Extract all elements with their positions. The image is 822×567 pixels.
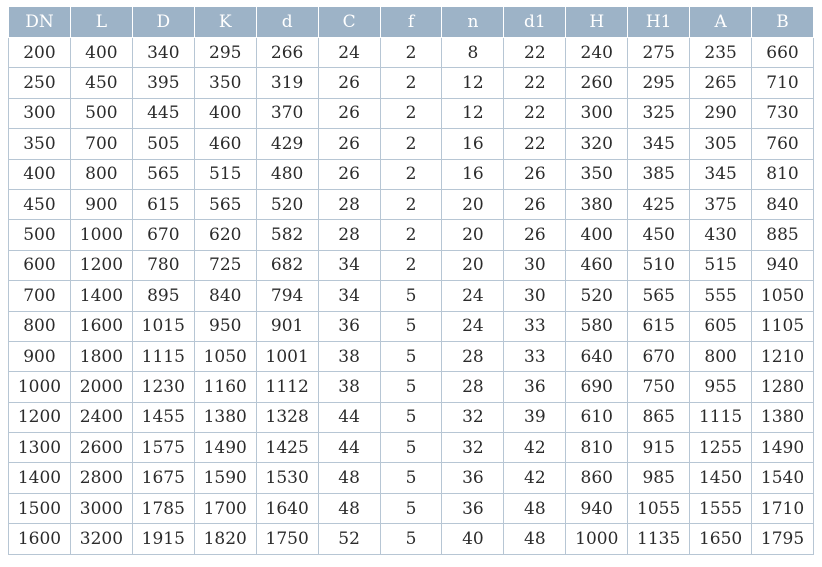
table-cell: 1820: [194, 524, 256, 554]
table-cell: 16: [442, 159, 504, 189]
table-cell: 750: [628, 372, 690, 402]
table-cell: 1135: [628, 524, 690, 554]
table-row: [9, 311, 814, 341]
table-cell: 1055: [628, 493, 690, 523]
table-cell: 32: [442, 402, 504, 432]
table-cell: 480: [256, 159, 318, 189]
table-cell: 5: [380, 524, 442, 554]
table-cell: 16: [442, 129, 504, 159]
table-row: [9, 38, 814, 68]
table-cell: 700: [9, 281, 71, 311]
table-cell: 1200: [9, 402, 71, 432]
table-cell: 26: [318, 159, 380, 189]
table-cell: 725: [194, 250, 256, 280]
table-cell: 1380: [752, 402, 814, 432]
table-cell: 450: [70, 68, 132, 98]
table-cell: 1915: [132, 524, 194, 554]
table-row: [9, 250, 814, 280]
table-header: [9, 7, 814, 38]
table-cell: 48: [504, 493, 566, 523]
table-cell: 1112: [256, 372, 318, 402]
table-cell: 5: [380, 493, 442, 523]
table-cell: 2: [380, 189, 442, 219]
dimension-table: [8, 6, 814, 555]
table-cell: 266: [256, 38, 318, 68]
table-cell: 20: [442, 220, 504, 250]
table-cell: 1640: [256, 493, 318, 523]
table-cell: 1115: [690, 402, 752, 432]
table-row: [9, 341, 814, 371]
table-cell: 295: [628, 68, 690, 98]
table-cell: 1500: [9, 493, 71, 523]
table-cell: 901: [256, 311, 318, 341]
table-cell: 12: [442, 68, 504, 98]
table-cell: 26: [318, 98, 380, 128]
table-cell: 800: [690, 341, 752, 371]
table-cell: 1400: [9, 463, 71, 493]
table-cell: 1001: [256, 341, 318, 371]
table-cell: 610: [566, 402, 628, 432]
table-cell: 710: [752, 68, 814, 98]
table-cell: 915: [628, 433, 690, 463]
table-cell: 275: [628, 38, 690, 68]
table-cell: 1328: [256, 402, 318, 432]
column-header-d: D: [132, 7, 194, 38]
column-header-l: L: [70, 7, 132, 38]
table-cell: 1425: [256, 433, 318, 463]
table-cell: 42: [504, 463, 566, 493]
table-cell: 565: [132, 159, 194, 189]
table-cell: 30: [504, 281, 566, 311]
table-cell: 1700: [194, 493, 256, 523]
table-cell: 520: [566, 281, 628, 311]
column-header-d: d: [256, 7, 318, 38]
table-cell: 2000: [70, 372, 132, 402]
table-cell: 445: [132, 98, 194, 128]
table-cell: 800: [70, 159, 132, 189]
table-cell: 2: [380, 159, 442, 189]
table-cell: 1675: [132, 463, 194, 493]
column-header-n: n: [442, 7, 504, 38]
table-row: [9, 220, 814, 250]
table-cell: 810: [566, 433, 628, 463]
table-cell: 350: [566, 159, 628, 189]
table-cell: 240: [566, 38, 628, 68]
table-row: [9, 433, 814, 463]
table-row: [9, 159, 814, 189]
table-cell: 400: [194, 98, 256, 128]
table-cell: 5: [380, 402, 442, 432]
table-cell: 5: [380, 281, 442, 311]
table-cell: 2: [380, 68, 442, 98]
column-header-dn: DN: [9, 7, 71, 38]
table-cell: 1200: [70, 250, 132, 280]
table-cell: 1785: [132, 493, 194, 523]
table-cell: 48: [318, 493, 380, 523]
table-cell: 2600: [70, 433, 132, 463]
table-cell: 670: [628, 341, 690, 371]
table-cell: 2: [380, 220, 442, 250]
table-cell: 860: [566, 463, 628, 493]
table-cell: 1400: [70, 281, 132, 311]
table-row: [9, 524, 814, 554]
table-cell: 1000: [566, 524, 628, 554]
table-cell: 1750: [256, 524, 318, 554]
table-cell: 1300: [9, 433, 71, 463]
table-cell: 1650: [690, 524, 752, 554]
table-cell: 1050: [194, 341, 256, 371]
table-cell: 760: [752, 129, 814, 159]
table-cell: 450: [628, 220, 690, 250]
table-row: [9, 68, 814, 98]
table-cell: 900: [70, 189, 132, 219]
table-cell: 36: [504, 372, 566, 402]
table-cell: 1455: [132, 402, 194, 432]
table-cell: 22: [504, 98, 566, 128]
table-cell: 250: [9, 68, 71, 98]
table-cell: 1160: [194, 372, 256, 402]
table-cell: 2800: [70, 463, 132, 493]
table-cell: 1000: [70, 220, 132, 250]
table-cell: 400: [9, 159, 71, 189]
table-cell: 640: [566, 341, 628, 371]
column-header-h: H: [566, 7, 628, 38]
table-cell: 1555: [690, 493, 752, 523]
table-cell: 26: [504, 220, 566, 250]
table-cell: 26: [504, 159, 566, 189]
table-cell: 345: [690, 159, 752, 189]
table-cell: 565: [194, 189, 256, 219]
table-cell: 430: [690, 220, 752, 250]
table-cell: 1105: [752, 311, 814, 341]
table-row: [9, 98, 814, 128]
table-cell: 955: [690, 372, 752, 402]
table-cell: 26: [318, 68, 380, 98]
table-row: [9, 372, 814, 402]
table-cell: 1115: [132, 341, 194, 371]
table-cell: 38: [318, 372, 380, 402]
table-cell: 615: [132, 189, 194, 219]
table-cell: 28: [442, 372, 504, 402]
table-cell: 24: [318, 38, 380, 68]
table-cell: 385: [628, 159, 690, 189]
table-cell: 375: [690, 189, 752, 219]
table-cell: 1230: [132, 372, 194, 402]
table-cell: 1380: [194, 402, 256, 432]
table-cell: 300: [9, 98, 71, 128]
header-row: [9, 7, 814, 38]
table-cell: 682: [256, 250, 318, 280]
table-cell: 895: [132, 281, 194, 311]
table-cell: 515: [194, 159, 256, 189]
table-cell: 605: [690, 311, 752, 341]
table-cell: 1540: [752, 463, 814, 493]
table-cell: 8: [442, 38, 504, 68]
table-cell: 660: [752, 38, 814, 68]
table-cell: 515: [690, 250, 752, 280]
table-cell: 44: [318, 402, 380, 432]
table-cell: 500: [70, 98, 132, 128]
table-cell: 22: [504, 38, 566, 68]
table-cell: 794: [256, 281, 318, 311]
table-cell: 265: [690, 68, 752, 98]
table-cell: 36: [318, 311, 380, 341]
table-cell: 690: [566, 372, 628, 402]
table-cell: 3000: [70, 493, 132, 523]
table-cell: 22: [504, 68, 566, 98]
table-cell: 2: [380, 98, 442, 128]
table-row: [9, 402, 814, 432]
table-cell: 20: [442, 250, 504, 280]
table-body: [9, 38, 814, 555]
table-cell: 940: [752, 250, 814, 280]
table-cell: 1800: [70, 341, 132, 371]
table-cell: 555: [690, 281, 752, 311]
table-cell: 900: [9, 341, 71, 371]
table-cell: 44: [318, 433, 380, 463]
table-cell: 36: [442, 493, 504, 523]
table-cell: 39: [504, 402, 566, 432]
table-cell: 48: [504, 524, 566, 554]
table-cell: 1280: [752, 372, 814, 402]
column-header-f: f: [380, 7, 442, 38]
table-cell: 620: [194, 220, 256, 250]
table-cell: 400: [566, 220, 628, 250]
table-cell: 615: [628, 311, 690, 341]
table-cell: 580: [566, 311, 628, 341]
table-cell: 700: [70, 129, 132, 159]
table-cell: 380: [566, 189, 628, 219]
table-cell: 1450: [690, 463, 752, 493]
table-cell: 1795: [752, 524, 814, 554]
table-cell: 370: [256, 98, 318, 128]
table-cell: 28: [318, 220, 380, 250]
table-cell: 1600: [9, 524, 71, 554]
table-cell: 20: [442, 189, 504, 219]
table-cell: 950: [194, 311, 256, 341]
table-cell: 48: [318, 463, 380, 493]
table-row: [9, 281, 814, 311]
table-cell: 800: [9, 311, 71, 341]
table-cell: 2: [380, 38, 442, 68]
table-cell: 36: [442, 463, 504, 493]
table-cell: 460: [194, 129, 256, 159]
table-cell: 840: [752, 189, 814, 219]
table-cell: 28: [442, 341, 504, 371]
table-cell: 260: [566, 68, 628, 98]
table-cell: 2400: [70, 402, 132, 432]
table-cell: 2: [380, 129, 442, 159]
table-cell: 325: [628, 98, 690, 128]
table-cell: 1255: [690, 433, 752, 463]
table-cell: 26: [318, 129, 380, 159]
table-cell: 500: [9, 220, 71, 250]
table-cell: 1490: [752, 433, 814, 463]
table-cell: 300: [566, 98, 628, 128]
table-cell: 1015: [132, 311, 194, 341]
table-cell: 3200: [70, 524, 132, 554]
table-cell: 30: [504, 250, 566, 280]
table-cell: 460: [566, 250, 628, 280]
table-cell: 429: [256, 129, 318, 159]
table-cell: 840: [194, 281, 256, 311]
table-cell: 42: [504, 433, 566, 463]
table-cell: 810: [752, 159, 814, 189]
table-cell: 26: [504, 189, 566, 219]
column-header-a: A: [690, 7, 752, 38]
table-cell: 885: [752, 220, 814, 250]
table-cell: 1050: [752, 281, 814, 311]
table-cell: 400: [70, 38, 132, 68]
table-cell: 565: [628, 281, 690, 311]
table-cell: 730: [752, 98, 814, 128]
dimension-table-container: [8, 6, 814, 555]
table-cell: 670: [132, 220, 194, 250]
table-cell: 32: [442, 433, 504, 463]
table-cell: 865: [628, 402, 690, 432]
table-row: [9, 129, 814, 159]
table-cell: 22: [504, 129, 566, 159]
table-cell: 33: [504, 311, 566, 341]
column-header-k: K: [194, 7, 256, 38]
table-cell: 1575: [132, 433, 194, 463]
column-header-d1: d1: [504, 7, 566, 38]
table-cell: 5: [380, 463, 442, 493]
table-cell: 1600: [70, 311, 132, 341]
table-row: [9, 463, 814, 493]
column-header-c: C: [318, 7, 380, 38]
table-cell: 319: [256, 68, 318, 98]
table-cell: 582: [256, 220, 318, 250]
table-cell: 24: [442, 281, 504, 311]
table-cell: 38: [318, 341, 380, 371]
column-header-h1: H1: [628, 7, 690, 38]
table-cell: 510: [628, 250, 690, 280]
table-cell: 1210: [752, 341, 814, 371]
table-cell: 345: [628, 129, 690, 159]
table-cell: 5: [380, 433, 442, 463]
table-cell: 985: [628, 463, 690, 493]
table-cell: 305: [690, 129, 752, 159]
table-cell: 2: [380, 250, 442, 280]
table-cell: 200: [9, 38, 71, 68]
table-cell: 12: [442, 98, 504, 128]
table-cell: 33: [504, 341, 566, 371]
table-cell: 28: [318, 189, 380, 219]
table-cell: 320: [566, 129, 628, 159]
table-cell: 295: [194, 38, 256, 68]
table-cell: 425: [628, 189, 690, 219]
table-cell: 520: [256, 189, 318, 219]
table-row: [9, 189, 814, 219]
table-cell: 34: [318, 250, 380, 280]
table-cell: 1710: [752, 493, 814, 523]
table-cell: 600: [9, 250, 71, 280]
table-cell: 5: [380, 341, 442, 371]
table-cell: 34: [318, 281, 380, 311]
table-cell: 40: [442, 524, 504, 554]
table-cell: 505: [132, 129, 194, 159]
table-cell: 940: [566, 493, 628, 523]
table-cell: 24: [442, 311, 504, 341]
table-cell: 1530: [256, 463, 318, 493]
table-cell: 235: [690, 38, 752, 68]
table-cell: 340: [132, 38, 194, 68]
table-cell: 350: [194, 68, 256, 98]
table-cell: 5: [380, 311, 442, 341]
table-cell: 5: [380, 372, 442, 402]
table-cell: 290: [690, 98, 752, 128]
column-header-b: B: [752, 7, 814, 38]
table-cell: 1490: [194, 433, 256, 463]
table-row: [9, 493, 814, 523]
table-cell: 52: [318, 524, 380, 554]
table-cell: 1590: [194, 463, 256, 493]
table-cell: 350: [9, 129, 71, 159]
table-cell: 395: [132, 68, 194, 98]
table-cell: 1000: [9, 372, 71, 402]
table-cell: 780: [132, 250, 194, 280]
table-cell: 450: [9, 189, 71, 219]
